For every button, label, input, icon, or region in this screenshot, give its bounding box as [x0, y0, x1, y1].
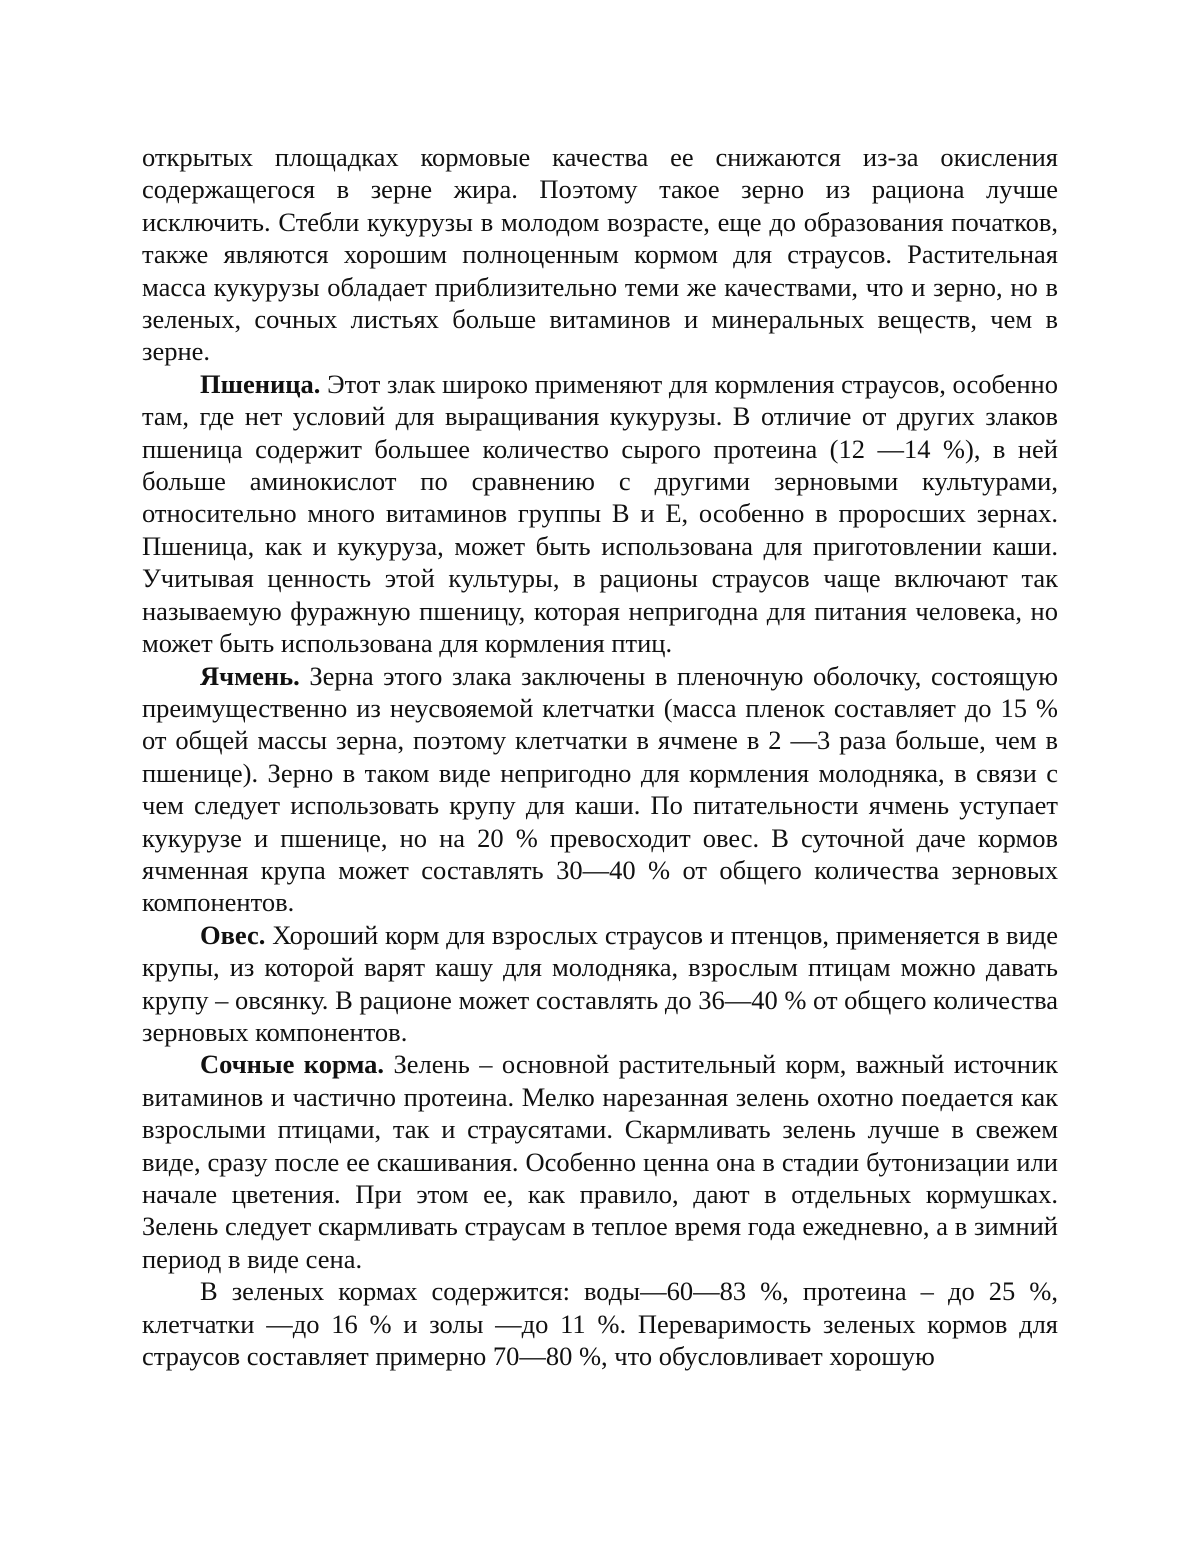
paragraph-barley — [142, 660, 1058, 919]
paragraph-text: Зелень – основной растительный корм, важный источник витаминов и частично протеина. Мелко нарезанная зелень охотно поедается как взрослыми птицами, так и страусятами. Скармливать зелень лучше в свежем виде, сразу после ее скашивания. Особенно ценна она в стадии бутонизации или начале цветения. При этом ее, как правило, дают в отдельных кормушках. Зелень следует скармливать страусам в теплое время года ежедневно, а в зимний период в виде сена. — [142, 1049, 1058, 1274]
document-page — [142, 141, 1058, 1372]
paragraph-wheat — [142, 368, 1058, 660]
paragraph-heading-wheat: Пшеница. — [200, 368, 321, 399]
paragraph-heading-barley: Ячмень. — [200, 660, 300, 691]
paragraph-text: открытых площадках кормовые качества ее снижаются из-за окисления содержащегося в зерне жира. Поэтому такое зерно из рациона лучше исключить. Стебли кукурузы в молодом возрасте, еще до образования початков, также являются хорошим полноценным кормом для страусов. Растительная масса кукурузы обладает приблизительно теми же качествами, что и зерно, но в зеленых, сочных листьях больше витаминов и минеральных веществ, чем в зерне. — [142, 142, 1058, 367]
paragraph-text: Зерна этого злака заключены в пленочную оболочку, состоящую преимущественно из неусвояемой клетчатки (масса пленок составляет до 15 % от общей массы зерна, поэтому клетчатки в ячмене в 2 —3 раза больше, чем в пшенице). Зерно в таком виде непригодно для кормления молодняка, в связи с чем следует использовать крупу для каши. По питательности ячмень уступает кукурузе и пшенице, но на 20 % превосходит овес. В суточной даче кормов ячменная крупа может составлять 30—40 % от общего количества зерновых компонентов. — [142, 660, 1058, 918]
paragraph-oats — [142, 919, 1058, 1049]
paragraph-text: В зеленых кормах содержится: воды—60—83 %, протеина – до 25 %, клетчатки —до 16 % и золы —до 11 %. Переваримость зеленых кормов для страусов составляет примерно 70—80 %, что обусловливает хорошую — [142, 1276, 1058, 1372]
paragraph-maize-continued — [142, 141, 1058, 368]
paragraph-heading-succulent-feed: Сочные корма. — [200, 1049, 385, 1080]
paragraph-text: Этот злак широко применяют для кормления страусов, особенно там, где нет условий для выращивания кукурузы. В отличие от других злаков пшеница содержит большее количество сырого протеина (12 —14 %), в ней больше аминокислот по сравнению с другими зерновыми культурами, относительно много витаминов группы В и Е, особенно в проросших зернах. Пшеница, как и кукуруза, может быть использована для приготовлении каши. Учитывая ценность этой культуры, в рационы страусов чаще включают так называемую фуражную пшеницу, которая непригодна для питания человека, но может быть использована для кормления птиц. — [142, 368, 1058, 659]
paragraph-succulent-feed — [142, 1048, 1058, 1275]
paragraph-green-feed-composition — [142, 1275, 1058, 1372]
paragraph-heading-oats: Овес. — [200, 919, 266, 950]
paragraph-text: Хороший корм для взрослых страусов и птенцов, применяется в виде крупы, из которой варят кашу для молодняка, взрослым птицам можно давать крупу – овсянку. В рационе может составлять до 36—40 % от общего количества зерновых компонентов. — [142, 919, 1058, 1047]
